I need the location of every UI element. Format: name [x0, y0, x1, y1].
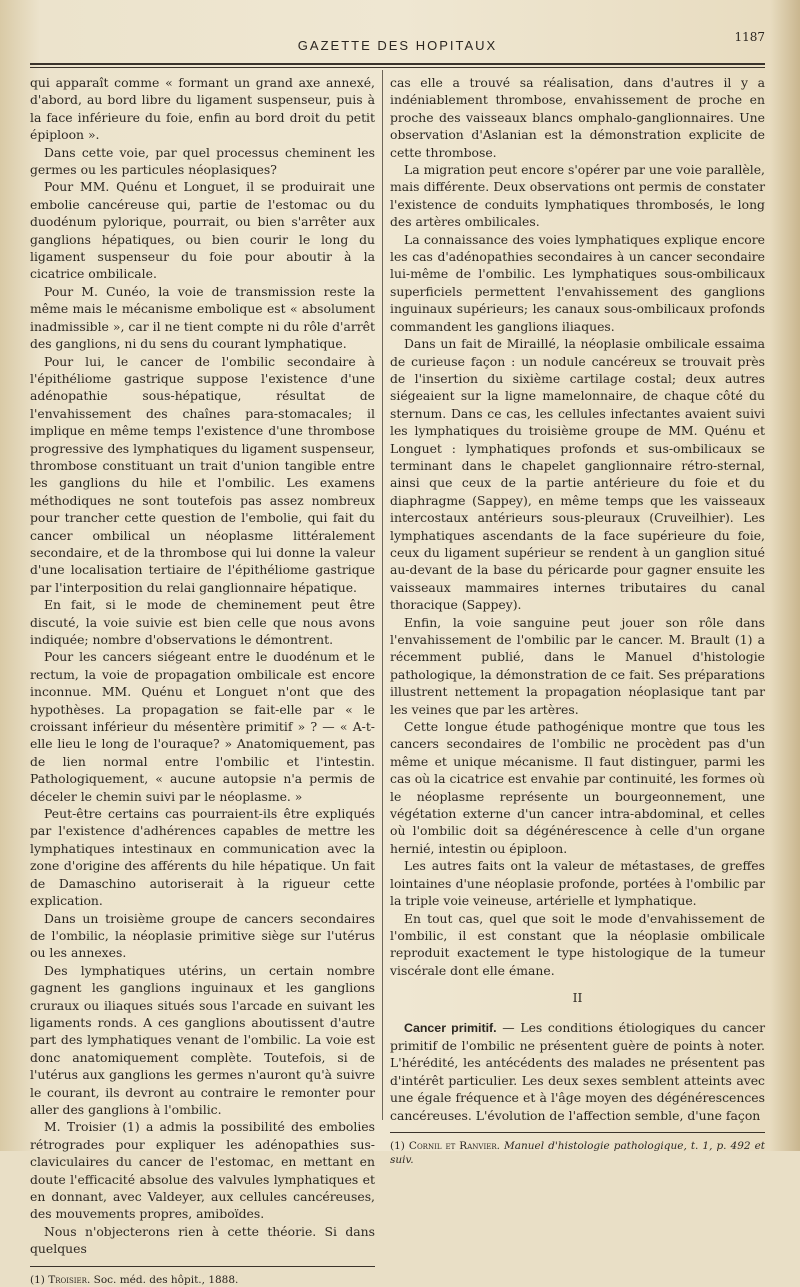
paragraph: Enfin, la voie sanguine peut jouer son rôle dans l'envahissement de l'ombilic par le cancer. M. Brault (1) a récemment publié, dans le Manuel d'histologie pathologique, la démonstration de ce fait. Ses préparations illustrent nettement la propagation néoplasique tant par les veines que par les artères.: [390, 614, 765, 717]
paragraph: Pour M. Cunéo, la voie de transmission reste la même mais le mécanisme embolique est « absolument inadmissible », car il ne tient compte ni du rôle d'arrêt des ganglions, ni du sens du courant lymphatique.: [30, 283, 375, 352]
footnote-rule: [390, 1132, 765, 1133]
header-rule: [30, 63, 765, 65]
column-divider: [382, 70, 383, 1120]
left-column: [30, 74, 375, 1287]
page-number: 1187: [734, 30, 765, 44]
footnote-marker: (1): [390, 1139, 405, 1152]
footnote-authors: Cornil et Ranvier.: [408, 1139, 500, 1152]
footnote-text: Soc. méd. des hôpit., 1888.: [93, 1273, 239, 1286]
run-in-heading: Cancer primitif.: [404, 1020, 497, 1035]
page-header: [30, 30, 765, 60]
paragraph: Cette longue étude pathogénique montre que tous les cancers secondaires de l'ombilic ne procèdent pas d'un même et unique mécanisme. Il faut distinguer, parmi les cas où la cicatrice est envahie par continuité, les formes où le néoplasme représente un bourgeonnement, une végétation externe d'un cancer intra-abdominal, et celles où l'ombilic doit sa dégénérescence à celle d'un organe hernié, intestin ou épiploon.: [390, 719, 765, 856]
paragraph: qui apparaît comme « formant un grand axe annexé, d'abord, au bord libre du ligament suspenseur, puis à la face inférieure du foie, enfin au bord droit du petit épiploon ».: [30, 75, 375, 143]
paragraph: M. Troisier (1) a admis la possibilité des embolies rétrogrades pour expliquer les adénopathies sus-claviculaires du cancer de l'estomac, en mettant en doute l'efficacité absolue des valvules lymphatiques et en donnant, avec Valdeyer, aux cellules cancéreuses, des mouvements propres, amiboïdes.: [30, 1119, 375, 1222]
paragraph: Dans un fait de Miraillé, la néoplasie ombilicale essaima de curieuse façon : un nodule cancéreux se trouvait près de l'insertion du sixième cartilage costal; deux autres siégeaient sur la ligne mamelonnaire, de chaque côté du sternum. Dans ce cas, les cellules infectantes avaient suivi les lymphatiques du troisième groupe de MM. Quénu et Longuet : lymphatiques profonds et sus-ombilicaux se terminant dans le chapelet ganglionnaire rétro-sternal, ainsi que ceux de la partie antérieure du foie et du diaphragme (Sappey), en même temps que les vaisseaux intercostaux antérieurs sous-pleuraux (Cruveilhier). Les lymphatiques ascendants de la face supérieure du foie, ceux du ligament supérieur se rendent à un ganglion situé au-devant de la base du péricarde pour gagner ensuite les vaisseaux mammaires internes tributaires du canal thoracique (Sappey).: [390, 336, 765, 613]
paragraph: Dans cette voie, par quel processus cheminent les germes ou les particules néoplasiques?: [30, 144, 375, 178]
paragraph: Pour MM. Quénu et Longuet, il se produirait une embolie cancéreuse qui, partie de l'estomac ou du duodénum pylorique, pourrait, ou bien s'arrêter aux ganglions hépatiques, ou bien courir le long du ligament suspenseur du foie pour aboutir à la cicatrice ombilicale.: [30, 179, 375, 282]
footnote: (1) Troisier. Soc. méd. des hôpit., 1888.: [30, 1273, 239, 1286]
paragraph-cancer-primitif: [390, 1019, 765, 1124]
paragraph: En fait, si le mode de cheminement peut être discuté, la voie suivie est bien celle que nous avons indiquée; nombre d'observations le démontrent.: [30, 597, 375, 647]
paragraph: Les autres faits ont la valeur de métastases, de greffes lointaines d'une néoplasie profonde, portées à l'ombilic par la triple voie veineuse, artérielle et lymphatique.: [390, 858, 765, 909]
paragraph: Dans un troisième groupe de cancers secondaires de l'ombilic, la néoplasie primitive siège sur l'utérus ou les annexes.: [30, 910, 375, 961]
right-column: [390, 74, 765, 1167]
paragraph: Pour les cancers siégeant entre le duodénum et le rectum, la voie de propagation ombilicale est encore inconnue. MM. Quénu et Longuet n'ont que des hypothèses. La propagation se fait-elle par « le croissant inférieur du mésentère primitif » ? — « A-t-elle lieu le long de l'ouraque? » Anatomiquement, pas de lien normal entre l'ombilic et l'intestin. Pathologiquement, « aucune autopsie n'a permis de déceler le chemin suivi par le néoplasme. »: [30, 649, 375, 804]
footnote-marker: (1): [30, 1273, 45, 1286]
paragraph: Des lymphatiques utérins, un certain nombre gagnent les ganglions inguinaux et les ganglions cruraux ou iliaques situés sous l'arcade en suivant les ligaments ronds. A ces ganglions aboutissent d'autre part des lymphatiques venant de l'ombilic. La voie est donc anatomiquement complète. Toutefois, si de l'utérus aux ganglions les germes n'auront qu'à suivre le courant, ils devront au contraire le remonter pour aller des ganglions à l'ombilic.: [30, 962, 375, 1117]
paragraph: Peut-être certains cas pourraient-ils être expliqués par l'existence d'adhérences capables de mettre les lymphatiques intestinaux en communication avec la zone d'origine des afférents du hile hépatique. Un fait de Damaschino autoriserait à la rigueur cette explication.: [30, 806, 375, 909]
paragraph: cas elle a trouvé sa réalisation, dans d'autres il y a indéniablement thrombose, envahissement de proche en proche des vaisseaux blancs omphalo-ganglionnaires. Une observation d'Aslanian est la démonstration explicite de cette thrombose.: [390, 75, 765, 160]
paragraph: Nous n'objecterons rien à cette théorie. Si dans quelques: [30, 1223, 375, 1257]
journal-title: GAZETTE DES HOPITAUX: [297, 38, 498, 53]
paragraph: La connaissance des voies lymphatiques explique encore les cas d'adénopathies secondaires à un cancer secondaire lui-même de l'ombilic. Les lymphatiques sous-ombilicaux superficiels permettent l'envahissement des ganglions inguinaux supérieurs; les canaux sous-ombilicaux profonds commandent les ganglions iliaques.: [390, 231, 765, 334]
paragraph: Pour lui, le cancer de l'ombilic secondaire à l'épithéliome gastrique suppose l'existence d'une adénopathie sous-hépatique, résultat de l'envahissement des chaînes para-stomacales; il implique en même temps l'existence d'une thrombose progressive des lymphatiques du ligament suspenseur, thrombose constituant un trait d'union tangible entre les ganglions du hile et l'ombilic. Les examens méthodiques ne sont toutefois pas assez nombreux pour trancher cette question de l'embolie, qui fait du cancer ombilical un néoplasme littéralement secondaire, et de la thrombose qui lui donne la valeur d'une localisation tertiaire de l'épithéliome gastrique par l'interposition du relai ganglionnaire hépatique.: [30, 353, 375, 595]
paragraph-text: — Les conditions étiologiques du cancer primitif de l'ombilic ne présentent guère de points à noter. L'hérédité, les antécédents des malades ne présentent pas d'intérêt particulier. Les deux sexes semblent atteints avec une égale fréquence et à l'âge moyen des dégénérescences cancéreuses. L'évolution de l'affection semble, d'une façon: [390, 1019, 766, 1123]
paragraph: En tout cas, quel que soit le mode d'envahissement de l'ombilic, il est constant que la néoplasie ombilicale reproduit exactement le type histologique de la tumeur viscérale dont elle émane.: [390, 910, 765, 978]
section-number: II: [572, 990, 583, 1006]
paragraph: La migration peut encore s'opérer par une voie parallèle, mais différente. Deux observations ont permis de constater l'existence de conduits lymphatiques thrombosés, le long des artères ombilicales.: [390, 162, 765, 230]
footnote: [390, 1139, 765, 1167]
footnote-rule: [30, 1266, 375, 1267]
header-rule-thin: [30, 67, 765, 68]
footnote-author: Troisier: [48, 1273, 87, 1286]
footnote-text: Manuel d'histologie pathologique, t. 1, p. 492 et suiv.: [390, 1139, 766, 1166]
